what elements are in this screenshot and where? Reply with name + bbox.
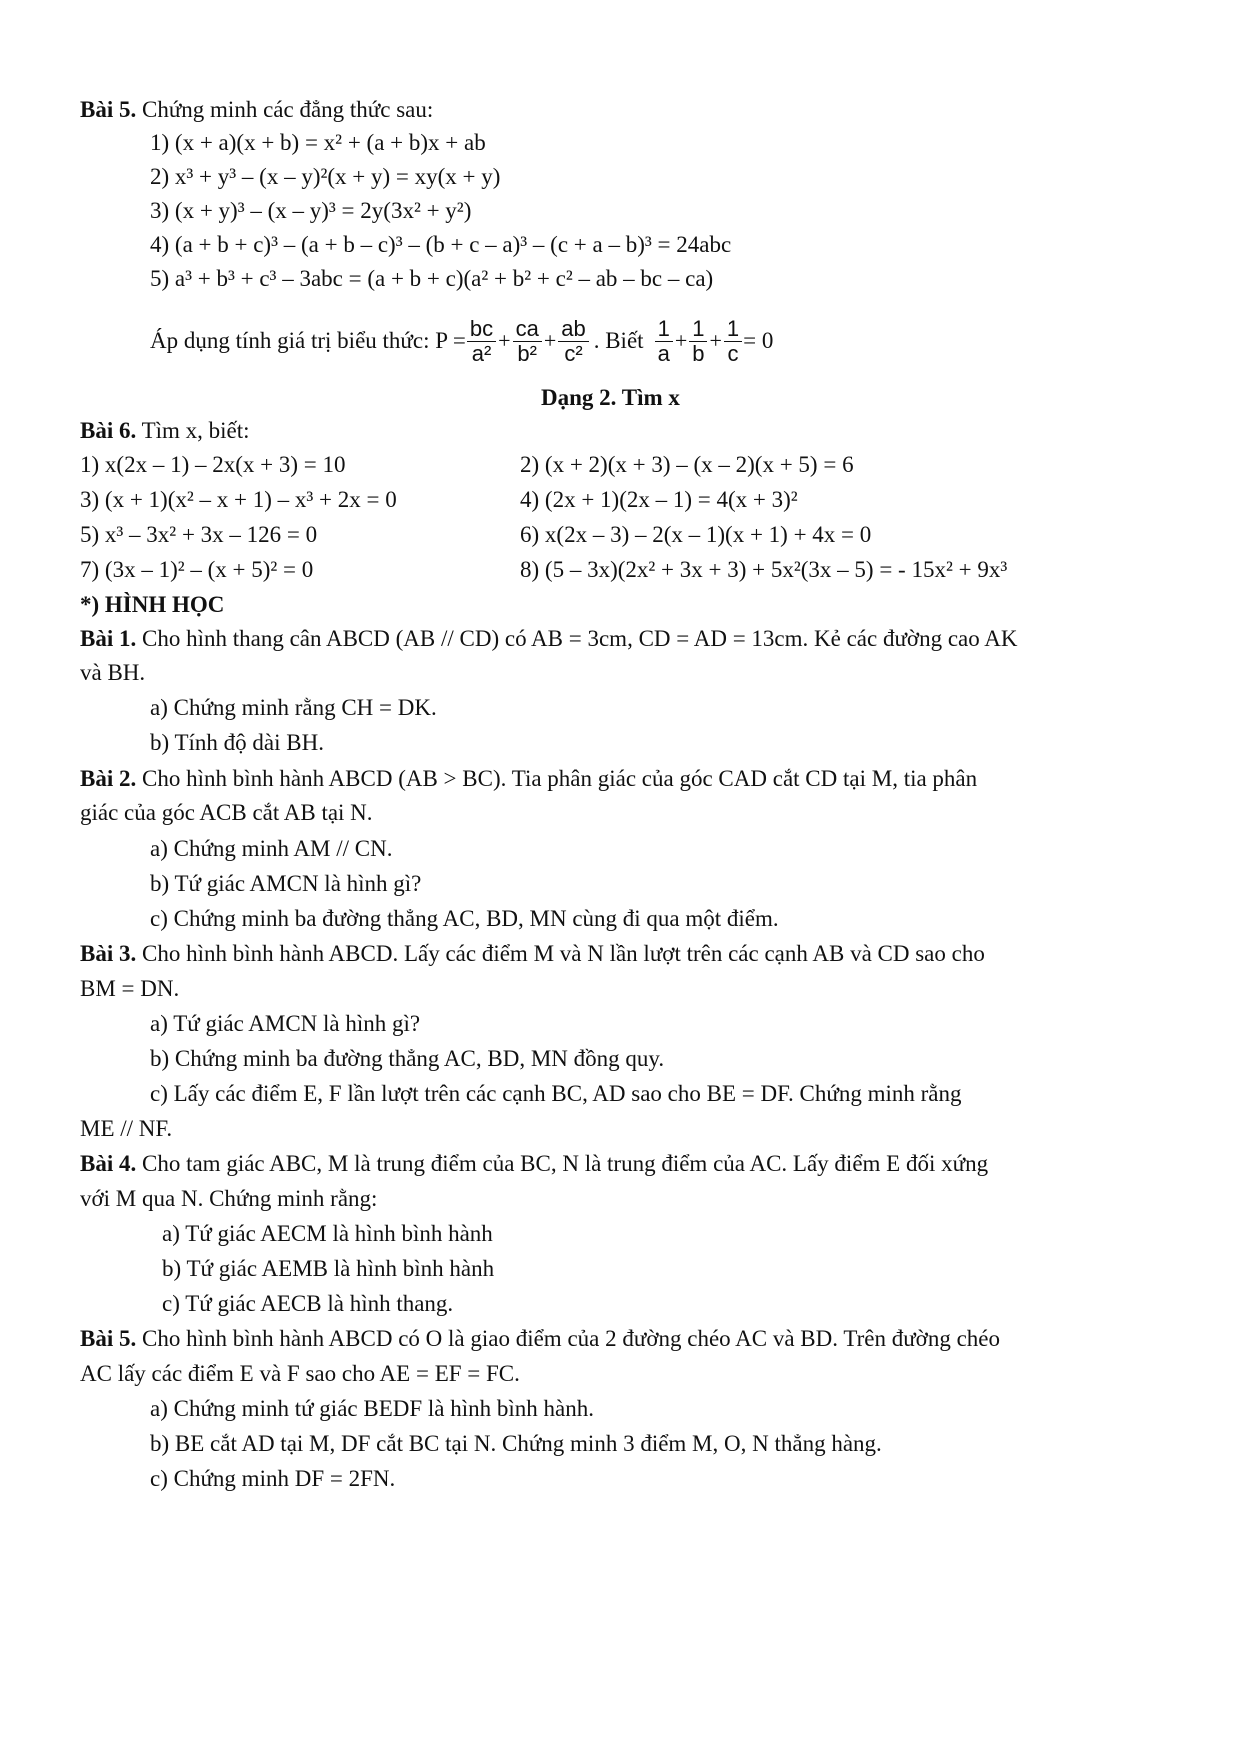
fraction-ca-b2: $\frac{ca}{\text{b²}}$ bbox=[513, 317, 542, 366]
bai5-label: Bài 5. bbox=[80, 97, 137, 122]
equation-5: 5) x³ – 3x² + 3x – 126 = 0 bbox=[80, 522, 318, 547]
bai5-title: Chứng minh các đẳng thức sau: bbox=[141, 97, 434, 122]
fraction-bc-a2: $\frac{bc}{\text{a²}}$ bbox=[467, 317, 496, 366]
geo-bai5-a: a) Chứng minh tứ giác BEDF là hình bình hành. bbox=[150, 1396, 594, 1421]
bai5-heading bbox=[80, 95, 433, 125]
geo-bai4-c: c) Tứ giác AECB là hình thang. bbox=[162, 1291, 454, 1316]
apply-expression: Áp dụng tính giá trị biểu thức: P = $\frac{bc}{\text{a²}}$ + $\frac{ca}{\text{b²}}$ + $\frac{ab}{\text{c²}}$ . Biết $\frac{1}{a}$ + $\frac{1}{b}$ + $\frac{1}{c}$ = 0 bbox=[150, 315, 774, 366]
equation-8: 8) (5 – 3x)(2x² + 3x + 3) + 5x²(3x – 5) = - 15x² + 9x³ bbox=[520, 557, 1008, 582]
bai6-heading bbox=[80, 416, 250, 446]
identity-2: 2) x³ + y³ – (x – y)²(x + y) = xy(x + y) bbox=[150, 164, 501, 189]
biet-text: . Biết bbox=[593, 328, 644, 353]
geo-bai4-a: a) Tứ giác AECM là hình bình hành bbox=[162, 1221, 493, 1246]
apply-text: Áp dụng tính giá trị biểu thức: P = bbox=[150, 328, 466, 353]
geo-bai5-line1: Bài 5. Cho hình bình hành ABCD có O là giao điểm của 2 đường chéo AC và BD. Trên đường chéo bbox=[80, 1326, 1000, 1351]
geo-bai3-c-cont: ME // NF. bbox=[80, 1116, 173, 1141]
equation-2: 2) (x + 2)(x + 3) – (x – 2)(x + 5) = 6 bbox=[520, 452, 854, 477]
geo-bai3-b: b) Chứng minh ba đường thẳng AC, BD, MN đồng quy. bbox=[150, 1046, 665, 1071]
section-heading-hinh-hoc: *) HÌNH HỌC bbox=[80, 592, 225, 617]
fraction-1-b: $\frac{1}{b}$ bbox=[689, 317, 707, 366]
equation-3: 3) (x + 1)(x² – x + 1) – x³ + 2x = 0 bbox=[80, 487, 397, 512]
identity-1: 1) (x + a)(x + b) = x² + (a + b)x + ab bbox=[150, 130, 486, 155]
section-title-dang2: Dạng 2. Tìm x bbox=[541, 385, 680, 410]
bai6-label: Bài 6. bbox=[80, 418, 137, 443]
equation-4: 4) (2x + 1)(2x – 1) = 4(x + 3)² bbox=[520, 487, 798, 512]
equation-7: 7) (3x – 1)² – (x + 5)² = 0 bbox=[80, 557, 314, 582]
identity-5: 5) a³ + b³ + c³ – 3abc = (a + b + c)(a² + b² + c² – ab – bc – ca) bbox=[150, 266, 714, 291]
geo-bai3-c: c) Lấy các điểm E, F lần lượt trên các cạnh BC, AD sao cho BE = DF. Chứng minh rằng bbox=[150, 1081, 962, 1106]
geo-bai3-a: a) Tứ giác AMCN là hình gì? bbox=[150, 1011, 421, 1036]
geo-bai1-a: a) Chứng minh rằng CH = DK. bbox=[150, 695, 437, 720]
geo-bai1-line1: Bài 1. Cho hình thang cân ABCD (AB // CD) có AB = 3cm, CD = AD = 13cm. Kẻ các đường cao AK bbox=[80, 626, 1018, 651]
geo-bai3-line1: Bài 3. Cho hình bình hành ABCD. Lấy các điểm M và N lần lượt trên các cạnh AB và CD sao cho bbox=[80, 941, 985, 966]
geo-bai3-line2: BM = DN. bbox=[80, 976, 180, 1001]
geo-bai1-line2: và BH. bbox=[80, 660, 146, 685]
equation-6: 6) x(2x – 3) – 2(x – 1)(x + 1) + 4x = 0 bbox=[520, 522, 872, 547]
geo-bai2-b: b) Tứ giác AMCN là hình gì? bbox=[150, 871, 422, 896]
geo-bai4-line2: với M qua N. Chứng minh rằng: bbox=[80, 1186, 378, 1211]
equals-zero: = 0 bbox=[743, 328, 774, 353]
identity-4: 4) (a + b + c)³ – (a + b – c)³ – (b + c – a)³ – (c + a – b)³ = 24abc bbox=[150, 232, 732, 257]
geo-bai5-c: c) Chứng minh DF = 2FN. bbox=[150, 1466, 396, 1491]
geo-bai2-line2: giác của góc ACB cắt AB tại N. bbox=[80, 800, 373, 825]
geo-bai5-line2: AC lấy các điểm E và F sao cho AE = EF = FC. bbox=[80, 1361, 520, 1386]
geo-bai2-line1: Bài 2. Cho hình bình hành ABCD (AB > BC). Tia phân giác của góc CAD cắt CD tại M, tia phân bbox=[80, 766, 978, 791]
identity-3: 3) (x + y)³ – (x – y)³ = 2y(3x² + y²) bbox=[150, 198, 472, 223]
fraction-1-a: $\frac{1}{a}$ bbox=[655, 317, 673, 366]
geo-bai4-b: b) Tứ giác AEMB là hình bình hành bbox=[162, 1256, 495, 1281]
fraction-ab-c2: $\frac{ab}{\text{c²}}$ bbox=[558, 317, 588, 366]
fraction-1-c: $\frac{1}{c}$ bbox=[724, 317, 742, 366]
geo-bai2-a: a) Chứng minh AM // CN. bbox=[150, 836, 393, 861]
geo-bai2-c: c) Chứng minh ba đường thẳng AC, BD, MN cùng đi qua một điểm. bbox=[150, 906, 779, 931]
equation-1: 1) x(2x – 1) – 2x(x + 3) = 10 bbox=[80, 452, 346, 477]
geo-bai1-b: b) Tính độ dài BH. bbox=[150, 730, 324, 755]
geo-bai4-line1: Bài 4. Cho tam giác ABC, M là trung điểm của BC, N là trung điểm của AC. Lấy điểm E đối xứng bbox=[80, 1151, 989, 1176]
geo-bai5-b: b) BE cắt AD tại M, DF cắt BC tại N. Chứng minh 3 điểm M, O, N thẳng hàng. bbox=[150, 1431, 882, 1456]
bai6-title: Tìm x, biết: bbox=[141, 418, 250, 443]
